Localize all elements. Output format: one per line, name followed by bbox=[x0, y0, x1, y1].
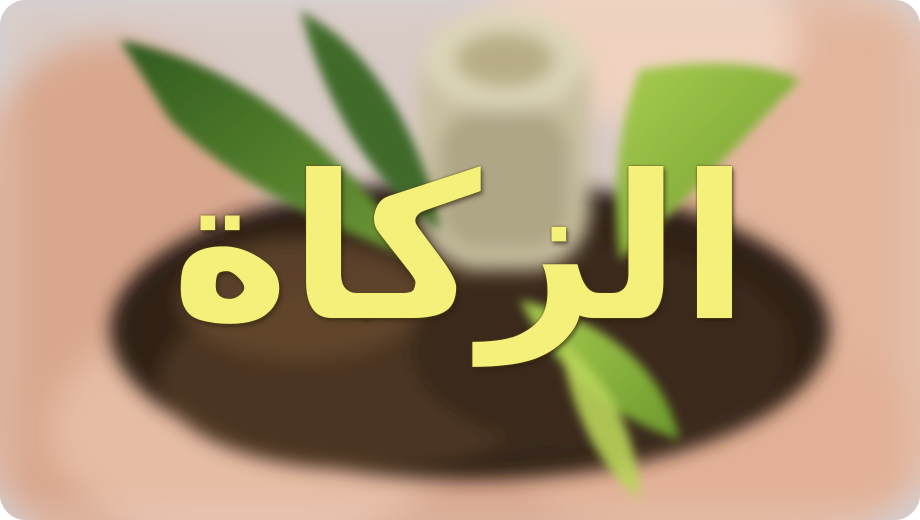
zakat-title: الزكاة bbox=[171, 133, 749, 366]
